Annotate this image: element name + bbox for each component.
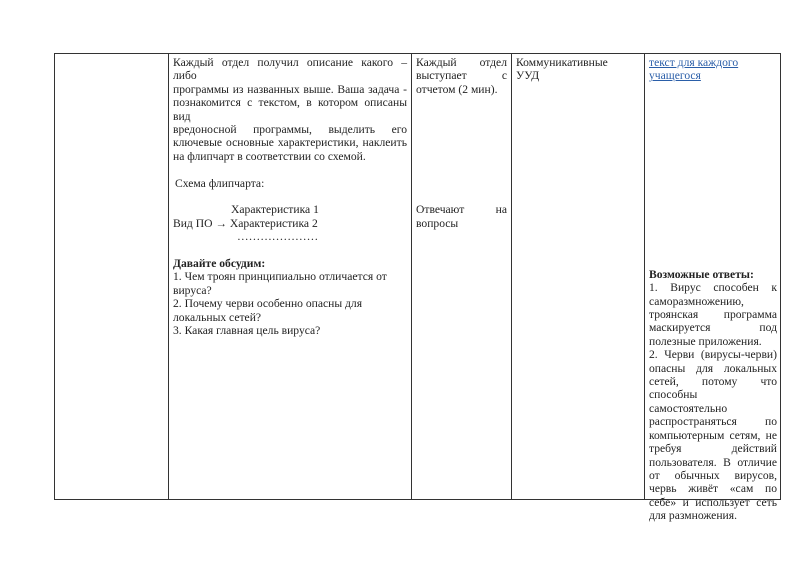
scheme-row [173, 217, 407, 230]
report-line: выступает с [416, 69, 507, 83]
scheme-label: Схема флипчарта: [175, 176, 265, 190]
teacher-activity-cell [168, 54, 411, 499]
answers-title: Возможные ответы: [649, 267, 754, 281]
report-line: Каждый отдел [416, 56, 507, 69]
question: 3. Какая главная цель вируса? [173, 324, 321, 338]
task-line: программы из названных выше. Ваша задача - [173, 82, 407, 96]
scheme-char2: Характеристика 2 [229, 216, 318, 230]
uud-line: Коммуникативные [516, 56, 608, 69]
answer-line: вопросы [416, 216, 459, 230]
answer-2: 2. Черви (вирусы-черви) опасны для локальных сетей, потому что способны самостоятельно распространяться по компьютерным сетям, не требуя действий пользователя. В отличие от обычных вирусов, червь живёт «сам по себе» и использует сеть для размножения. [649, 348, 777, 523]
answer-line: Отвечают на [416, 203, 507, 217]
task-line: на флипчарт в соответствии со схемой. [173, 149, 366, 163]
task-line: Каждый отдел получил описание какого – либо [173, 56, 407, 83]
arrow-icon: → [215, 216, 227, 230]
question: 1. Чем троян принципиально отличается от вируса? [173, 270, 387, 297]
question: 2. Почему черви особенно опасны для локальных сетей? [173, 297, 363, 324]
scheme-left: Вид ПО [173, 216, 213, 230]
answer-1: 1. Вирус способен к саморазмножению, троянская программа маскируется под полезные приложения. [649, 281, 777, 348]
scheme-dots: ………………… [237, 230, 319, 244]
lesson-table [54, 53, 781, 523]
uud-line: УУД [516, 69, 540, 83]
student-text-link[interactable]: учащегося [649, 69, 701, 83]
task-line: ключевые основные характеристики, наклеить [173, 136, 407, 150]
resources-cell [644, 54, 781, 523]
uud-cell [511, 54, 644, 499]
scheme-char1: Характеристика 1 [231, 203, 319, 217]
report-line: отчетом (2 мин). [416, 82, 498, 96]
task-line: познакомится с текстом, в котором описаны вид [173, 96, 407, 123]
student-text-link[interactable]: текст для каждого [649, 56, 739, 69]
stage-cell [55, 54, 169, 499]
task-line: вредоносной программы, выделить его [173, 123, 407, 137]
discuss-title: Давайте обсудим: [173, 257, 266, 271]
student-activity-cell [411, 54, 511, 499]
